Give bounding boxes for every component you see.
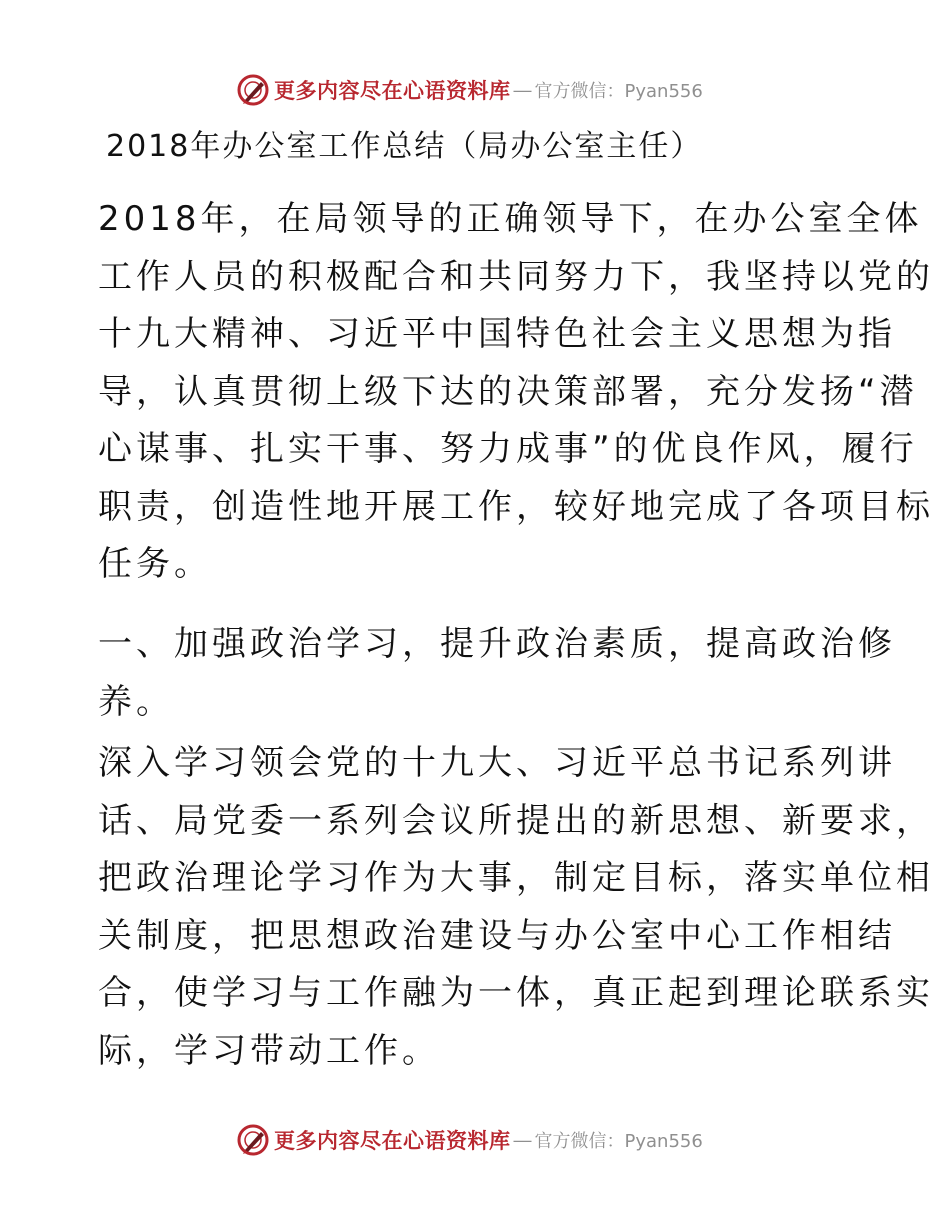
text-line: 一、加强政治学习，提升政治素质，提高政治修 — [98, 624, 896, 664]
text-line: 任务。 — [98, 544, 212, 584]
text-line: 际，学习带动工作。 — [98, 1030, 440, 1071]
text-line: 关制度，把思想政治建设与办公室中心工作相结 — [98, 915, 896, 956]
paragraph-section-1-body — [98, 735, 934, 1080]
text-line: 把政治理论学习作为大事，制定目标，落实单位相 — [98, 858, 934, 898]
paragraph-intro — [98, 191, 934, 594]
watermark-separator: — — [513, 1129, 532, 1150]
text-line: 十九大精神、习近平中国特色社会主义思想为指 — [98, 314, 896, 354]
text-line: 导，认真贯彻上级下达的决策部署，充分发扬“潜 — [98, 371, 918, 412]
watermark-banner-top — [236, 72, 703, 108]
text-line: 工作人员的积极配合和共同努力下，我坚持以党的 — [98, 256, 934, 297]
watermark-main-text: 更多内容尽在心语资料库 — [274, 1128, 511, 1153]
text-line: 职责，创造性地开展工作，较好地完成了各项目标 — [98, 486, 934, 527]
text-line: 2018年，在局领导的正确领导下，在办公室全体 — [98, 199, 923, 239]
watermark-separator: — — [513, 79, 532, 100]
text-line: 养。 — [98, 681, 174, 722]
pen-seal-logo-icon — [236, 73, 270, 107]
pen-seal-logo-icon — [236, 1123, 270, 1157]
watermark-main-text: 更多内容尽在心语资料库 — [274, 78, 511, 103]
text-line: 话、局党委一系列会议所提出的新思想、新要求， — [98, 800, 934, 841]
watermark-contact-text: 官方微信：Pyan556 — [534, 81, 703, 102]
text-line: 深入学习领会党的十九大、习近平总书记系列讲 — [98, 743, 896, 783]
section-heading-1 — [98, 616, 896, 731]
text-line: 心谋事、扎实干事、努力成事”的优良作风，履行 — [98, 429, 918, 469]
watermark-contact-text: 官方微信：Pyan556 — [534, 1131, 703, 1152]
document-title: 2018年办公室工作总结（局办公室主任） — [106, 129, 703, 164]
watermark-banner-bottom — [236, 1122, 703, 1158]
text-line: 合，使学习与工作融为一体，真正起到理论联系实 — [98, 973, 934, 1013]
